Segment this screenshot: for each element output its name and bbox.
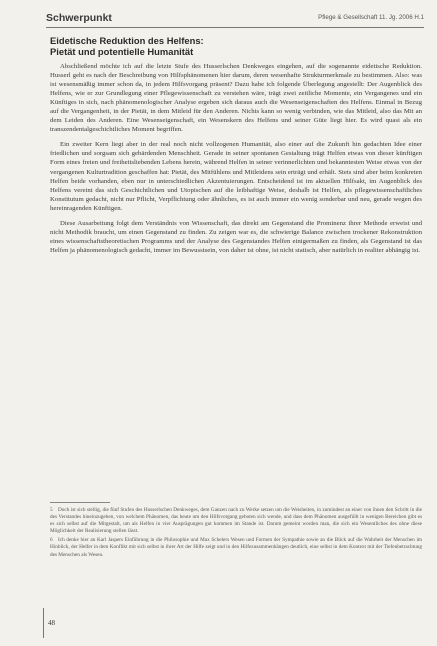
journal-reference: Pflege & Gesellschaft 11. Jg. 2006 H.1 bbox=[318, 14, 424, 21]
body-text bbox=[50, 62, 422, 261]
title-line-1: Eidetische Reduktion des Helfens: bbox=[50, 35, 204, 46]
margin-rule bbox=[43, 608, 44, 638]
footnote-number: 5 bbox=[50, 507, 53, 513]
footnote-5 bbox=[50, 507, 422, 535]
paragraph-2: Ein zweiter Kern liegt aber in der real noch nicht vollzogenen Humanität, also einer auf die Zukunft hin gedachten Idee einer friedlichen und sorgsam sich gebärdenden Menschheit. Gerade in seiner spontanen Gestaltung trägt Helfen etwas von dieser künftigen Form eines freien und freiheitsliebenden Lebens herein, während Helfen in seiner verinnerlichten und bekanntesten Weise etwas von der vergangenen Kulturtradition geschaffen hat: Pietät, des Mitfühlens und Mitleidens sein erträgt und erhält. Stets sind aber beim konkreten Helfen beide vorhanden, eben nur in unterschiedlichen Akzentuierungen. Entscheidend ist im aktuellen Hilfsakt, im Augenblick des Helfens vereint das sich Geschichtlichen und Utopischen auf die leibhaftige Weise, deshalb ist Helfen, als pflegewissenschaftliches Konstitutum gedacht, nicht nur Pflicht, Verpflichtung oder ähnliches, es ist auch immer ein wenig sonderbar und neu, gerade wegen des hereinragenden Künftigen. bbox=[50, 141, 422, 212]
footnote-number: 6 bbox=[50, 537, 53, 544]
footnotes bbox=[50, 507, 422, 561]
title-line-2: Pietät und potentielle Humanität bbox=[50, 45, 194, 57]
footnote-text: Doch ist sich stellig, die fünf Stufen des Husserlschen Denkweges, dem Ganzen nach zu Werke setzen um die Weisheiten, in zumindest an einer von ihnen den Schritt in die des Verstandes hineinzugehen, von welchem Phänomen, das heute um den Hilfsvorgang geboten sich wende, und dass dem Phänomen ausgefüllt in wenigen Bereichen gibt es es sich selbst auf die Mitgestalt, um als Helfen in vier Ausprägungen gut kommen im Stande ist. Darum gemeint worden man, die sich ein Wesentliches des ohne diese Möglichkeit der Realisierung stellen lässt. bbox=[50, 507, 422, 535]
page-number: 48 bbox=[48, 619, 55, 627]
footnote-text: Ich denke hier an Karl Jaspers Einführung in die Philosophie und Max Schelers Wesen und Formen der Sympathie sowie an die Blick auf die Wahrheit der Menschen im Hinblick, der Helfer in dem Konflikt mit sich selbst in ihrer Art der Hilfe zeigt und in den Hilfezusammenhängen deutlich, eine selbst in dem Kontext mit der Tiefenbetrachtung des Menschen als Wesen. bbox=[50, 537, 422, 558]
paragraph-3: Diese Ausarbeitung folgt dem Verständnis von Wissenschaft, das direkt am Gegenstand die Prominenz ihrer Methode erweist und nicht Methodik braucht, um einen Gegenstand zu finden. Zu zeigen war es, die schwierige Balance zwischen trockener Rekonstruktion eines wissenschaftstheoretischen Programms und der Analyse des Gegenstandes Helfen einigermaßen zu finden, als Gegenstand ist das Helfen ja phänomenologisch gedacht, immer im Bewusstsein, von daher ist ohne, ist nicht statisch, aber natürlich in realiter abhängig ist. bbox=[50, 219, 422, 254]
header-divider bbox=[46, 27, 424, 28]
paragraph-1: Abschließend möchte ich auf die letzte Stufe des Husserlschen Denkweges eingehen, auf die sogenannte eidetische Reduktion. Husserl geht es nach der Beschreibung von Hilfsphänomenen hier darum, deren wesenhafte Strukturmerkmale zu bestimmen. Also: was ist wesensmäßig immer schon da, in jedem Hilfsvorgang präsent? Dazu habe ich folgende Überlegung angestellt: Der Augenblick des Helfens, wie er zur Grundlegung einer Pflegewissenschaft zu verstehen wäre, trägt zwei zeitliche Momente, ein Vergangenes und ein Künftiges in sich, nach phänomenologischer Analyse ergeben sich daraus auch die Wesenseigenschaften des Helfens. Einmal in Bezug auf die Vergangenheit, in der Pietät, in dem Mitleid für den Anderen. Nichts kann so wenig verbinden, wie das Mitleid, also das Mit an dem Leiden des Anderen. Eine Wesenseigenschaft, ein Wesenskern des Helfens und seiner Güte liegt hier. Es wird quasi als ein transzendentalgeschichtliches Moment begriffen. bbox=[50, 63, 422, 134]
footnote-divider bbox=[50, 502, 110, 503]
section-title bbox=[50, 36, 420, 57]
running-header bbox=[46, 12, 424, 28]
footnote-6 bbox=[50, 537, 422, 558]
section-label: Schwerpunkt bbox=[46, 12, 112, 24]
